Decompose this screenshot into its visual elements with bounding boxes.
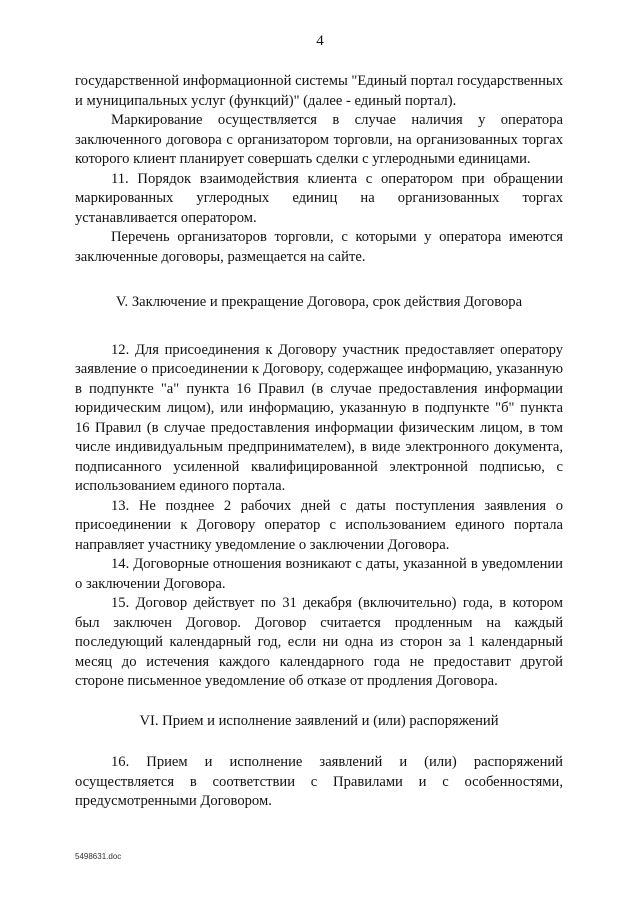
paragraph-marking: Маркирование осуществляется в случае наличия у оператора заключенного договора с организатором торговли, на организованных торгах которого клиент планирует совершать сделки с углеродными единицами. bbox=[75, 112, 563, 167]
section-6-heading: VI. Прием и исполнение заявлений и (или) распоряжений bbox=[139, 712, 499, 729]
file-name-footer: 5498631.doc bbox=[75, 852, 122, 861]
paragraph-15: 15. Договор действует по 31 декабря (включительно) года, в котором был заключен Договор. Договор считается продленным на каждый последующий календарный год, если ни одна из сторон за 1 календарный месяц до истечения каждого календарного года не предоставит другой стороне письменное уведомление об отказе от продления Договора. bbox=[75, 595, 563, 689]
page-number: 4 bbox=[316, 33, 324, 49]
paragraph-organizers-list: Перечень организаторов торговли, с которыми у оператора имеются заключенные договоры, размещается на сайте. bbox=[75, 229, 563, 265]
paragraph-11: 11. Порядок взаимодействия клиента с оператором при обращении маркированных углеродных единиц на организованных торгах устанавливается оператором. bbox=[75, 170, 563, 226]
paragraph-16: 16. Прием и исполнение заявлений и (или) распоряжений осуществляется в соответствии с Правилами и с особенностями, предусмотренными Договором. bbox=[75, 754, 563, 809]
paragraph-12: 12. Для присоединения к Договору участник предоставляет оператору заявление о присоединении к Договору, содержащее информацию, указанную в подпункте "а" пункта 16 Правил (в случае предоставления информации юридическим лицом), или информацию, указанную в подпункте "б" пункта 16 Правил (в случае предоставления информации физическим лицом, в том числе индивидуальным предпринимателем), в виде электронного документа, подписанного усиленной квалифицированной электронной подписью, с использованием единого портала. bbox=[75, 341, 563, 494]
document-body bbox=[75, 72, 563, 812]
paragraph-13: 13. Не позднее 2 рабочих дней с даты поступления заявления о присоединении к Договору оператор с использованием единого портала направляет участнику уведомление о заключении Договора. bbox=[75, 497, 563, 553]
paragraph-continuation: государственной информационной системы "Единый портал государственных и муниципальных услуг (функций)" (далее - единый портал). bbox=[75, 73, 563, 109]
section-5-heading: V. Заключение и прекращение Договора, срок действия Договора bbox=[115, 294, 523, 310]
paragraph-14: 14. Договорные отношения возникают с даты, указанной в уведомлении о заключении Договора. bbox=[75, 556, 563, 592]
